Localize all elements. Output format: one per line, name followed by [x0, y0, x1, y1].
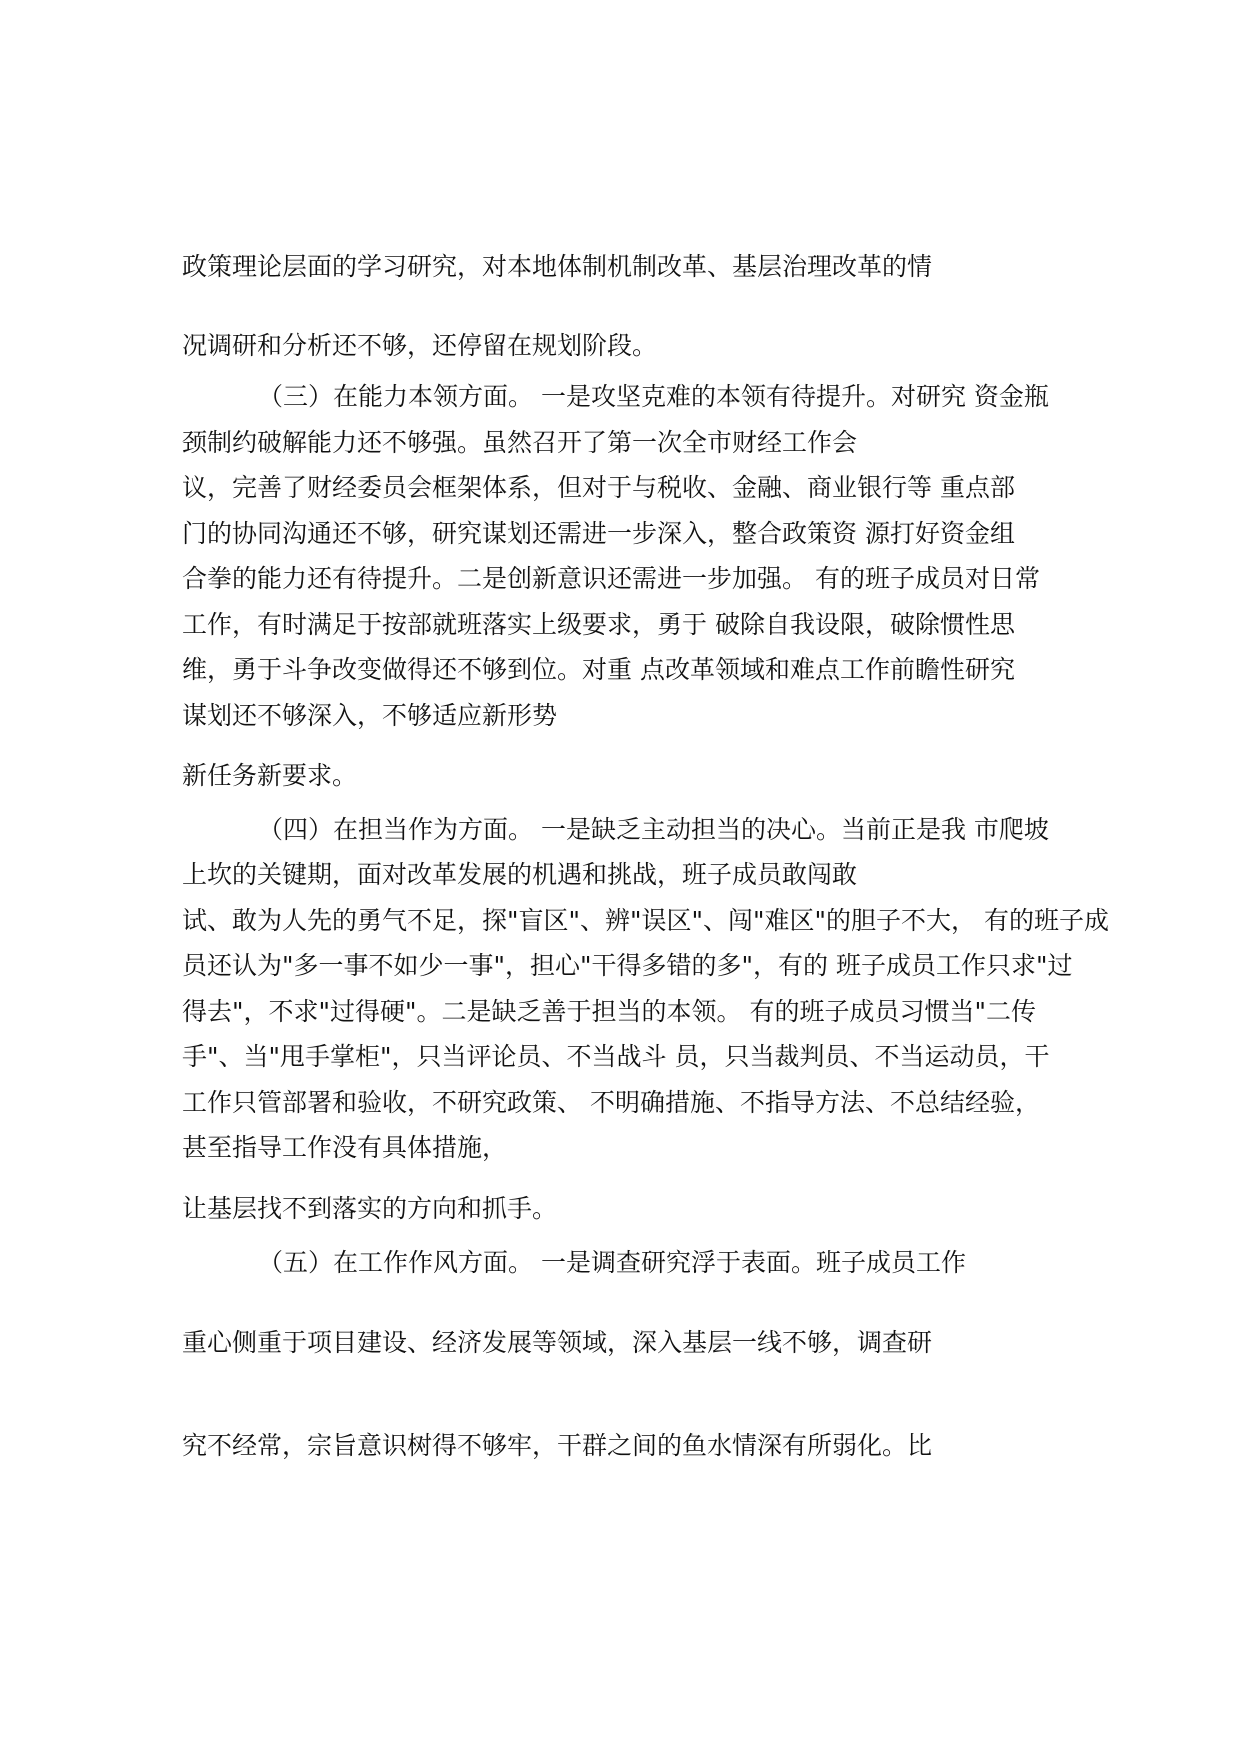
- body-text-line: 工作，有时满足于按部就班落实上级要求，勇于 破除自我设限，破除惯性思: [182, 610, 1015, 639]
- section-heading-line: （四）在担当作为方面。 一是缺乏主动担当的决心。当前正是我 市爬坡: [258, 815, 1049, 844]
- body-text-line: 颈制约破解能力还不够强。虽然召开了第一次全市财经工作会: [182, 428, 858, 457]
- body-text-line: 门的协同沟通还不够，研究谋划还需进一步深入，整合政策资 源打好资金组: [182, 519, 1015, 548]
- body-text-line: 况调研和分析还不够，还停留在规划阶段。: [182, 331, 658, 360]
- body-text-line: 员还认为"多一事不如少一事"，担心"干得多错的多"，有的 班子成员工作只求"过: [182, 951, 1073, 980]
- body-text-line: 合拳的能力还有待提升。二是创新意识还需进一步加强。 有的班子成员对日常: [182, 564, 1040, 593]
- body-text-line: 甚至指导工作没有具体措施，: [182, 1133, 508, 1162]
- body-text-line: 让基层找不到落实的方向和抓手。: [182, 1194, 558, 1223]
- body-text-line: 谋划还不够深入，不够适应新形势: [182, 701, 558, 730]
- body-text-line: 维，勇于斗争改变做得还不够到位。对重 点改革领域和难点工作前瞻性研究: [182, 655, 1015, 684]
- body-text-line: 政策理论层面的学习研究，对本地体制机制改革、基层治理改革的情: [182, 252, 933, 281]
- body-text-line: 究不经常，宗旨意识树得不够牢，干群之间的鱼水情深有所弱化。比: [182, 1431, 933, 1460]
- body-text-line: 得去"，不求"过得硬"。二是缺乏善于担当的本领。 有的班子成员习惯当"二传: [182, 997, 1036, 1026]
- body-text-line: 工作只管部署和验收，不研究政策、 不明确措施、不指导方法、不总结经验，: [182, 1088, 1040, 1117]
- section-heading-line: （三）在能力本领方面。 一是攻坚克难的本领有待提升。对研究 资金瓶: [258, 382, 1049, 411]
- body-text-line: 新任务新要求。: [182, 761, 358, 790]
- section-heading-line: （五）在工作作风方面。 一是调查研究浮于表面。班子成员工作: [258, 1248, 966, 1277]
- body-text-line: 重心侧重于项目建设、经济发展等领域，深入基层一线不够，调查研: [182, 1328, 933, 1357]
- body-text-line: 上坎的关键期，面对改革发展的机遇和挑战，班子成员敢闯敢: [182, 860, 858, 889]
- body-text-line: 手"、当"甩手掌柜"，只当评论员、不当战斗 员，只当裁判员、不当运动员，干: [182, 1042, 1050, 1071]
- body-text-line: 试、敢为人先的勇气不足，探"盲区"、辨"误区"、闯"难区"的胆子不大， 有的班子成: [182, 906, 1109, 935]
- body-text-line: 议，完善了财经委员会框架体系，但对于与税收、金融、商业银行等 重点部: [182, 473, 1015, 502]
